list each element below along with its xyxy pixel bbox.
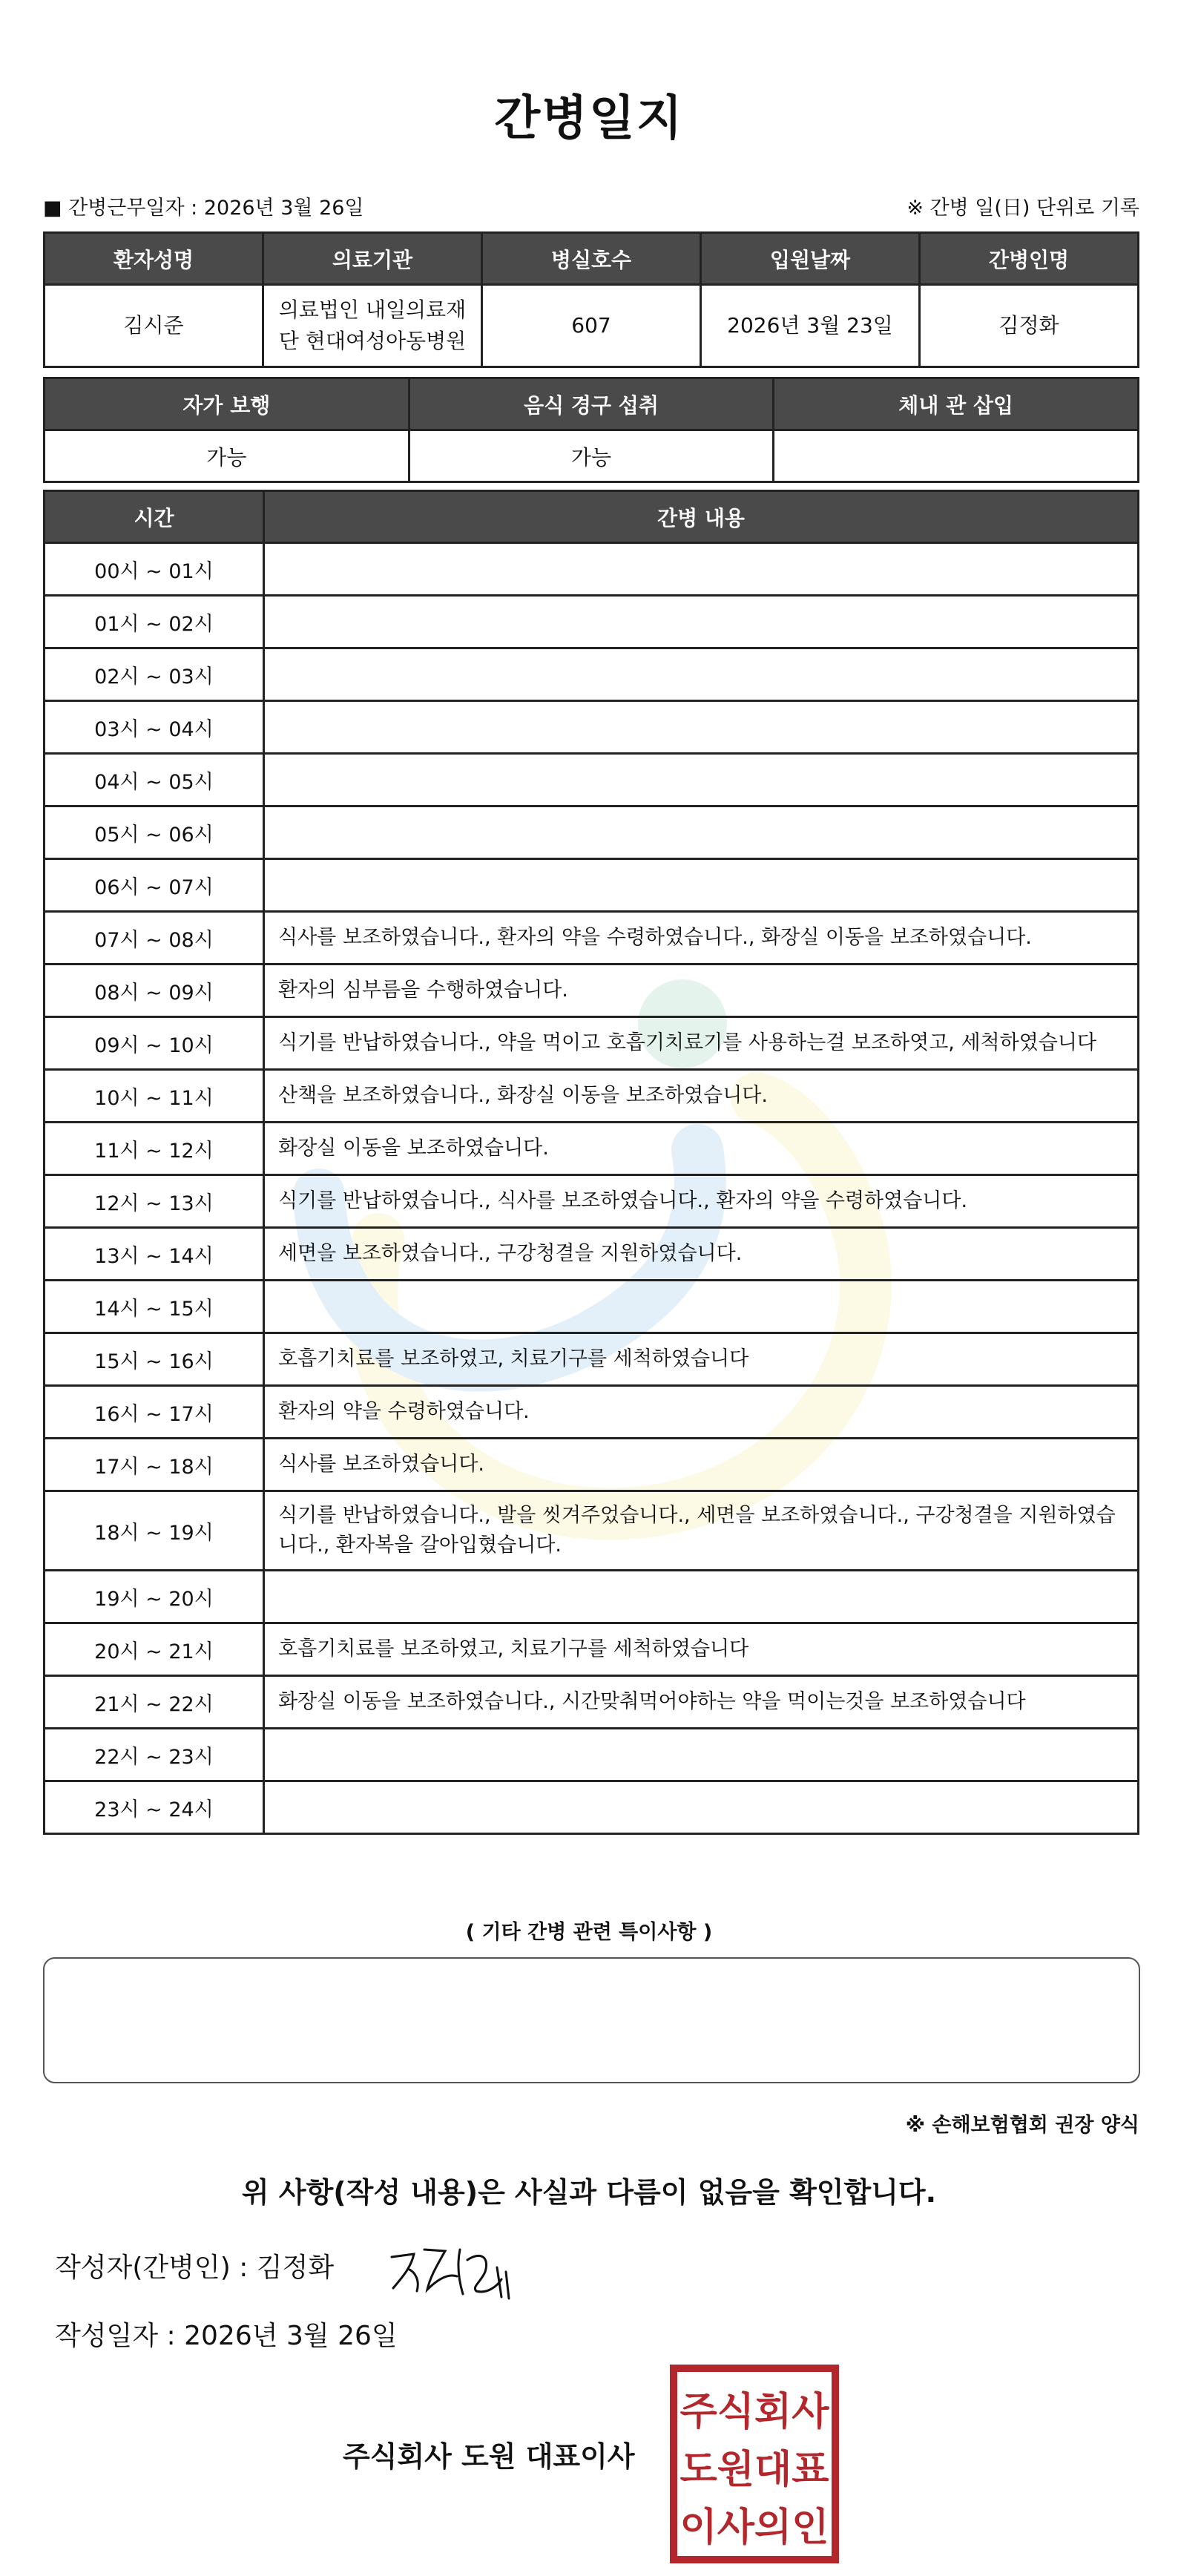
log-content: 식기를 반납하였습니다., 발을 씻겨주었습니다., 세면을 보조하였습니다., 구강청결을 지원하였습니다., 환자복을 갈아입혔습니다. <box>264 1491 1139 1571</box>
log-time: 21시 ~ 22시 <box>45 1676 264 1729</box>
log-row <box>45 1729 1139 1781</box>
log-time: 06시 ~ 07시 <box>45 859 264 912</box>
log-content: 화장실 이동을 보조하였습니다. <box>264 1123 1139 1175</box>
log-row <box>45 648 1139 701</box>
header-care-content: 간병 내용 <box>264 491 1139 543</box>
source-note: ※ 손해보험협회 권장 양식 <box>905 2114 1139 2137</box>
log-content: 식기를 반납하였습니다., 식사를 보조하였습니다., 환자의 약을 수령하였습니다. <box>264 1175 1139 1228</box>
log-row <box>45 1386 1139 1439</box>
institution-line-2: 단 현대여성아동병원 <box>278 329 467 353</box>
log-content <box>264 806 1139 859</box>
seal-line-3: 이사의인 <box>680 2506 829 2550</box>
institution-line-1: 의료법인 내일의료재 <box>278 298 467 322</box>
log-content <box>264 648 1139 701</box>
log-row <box>45 1123 1139 1175</box>
log-content: 환자의 약을 수령하였습니다. <box>264 1386 1139 1439</box>
log-time: 14시 ~ 15시 <box>45 1281 264 1333</box>
log-time: 13시 ~ 14시 <box>45 1228 264 1281</box>
institution <box>263 285 482 367</box>
room-number: 607 <box>482 285 701 367</box>
patient-info-table <box>43 231 1139 368</box>
log-time: 03시 ~ 04시 <box>45 701 264 754</box>
header-patient-name: 환자성명 <box>45 233 263 285</box>
log-content <box>264 754 1139 806</box>
log-content: 식사를 보조하였습니다. <box>264 1439 1139 1491</box>
remarks-box <box>43 1957 1140 2083</box>
log-row <box>45 1491 1139 1571</box>
log-time: 11시 ~ 12시 <box>45 1123 264 1175</box>
document-title: 간병일지 <box>494 91 684 146</box>
log-row <box>45 1439 1139 1491</box>
log-time: 04시 ~ 05시 <box>45 754 264 806</box>
work-date: ■ 간병근무일자 : 2026년 3월 26일 <box>43 197 364 220</box>
patient-name: 김시준 <box>45 285 263 367</box>
log-time: 10시 ~ 11시 <box>45 1070 264 1123</box>
header-institution: 의료기관 <box>263 233 482 285</box>
oral-intake-status: 가능 <box>409 430 774 482</box>
log-content: 화장실 이동을 보조하였습니다., 시간맞춰먹어야하는 약을 먹이는것을 보조하였습니다 <box>264 1676 1139 1729</box>
log-time: 07시 ~ 08시 <box>45 912 264 965</box>
log-row <box>45 1781 1139 1834</box>
writer-line: 작성자(간병인) : 김정화 <box>55 2253 335 2283</box>
log-content: 산책을 보조하였습니다., 화장실 이동을 보조하였습니다. <box>264 1070 1139 1123</box>
log-row <box>45 1228 1139 1281</box>
log-time: 00시 ~ 01시 <box>45 543 264 596</box>
log-content <box>264 543 1139 596</box>
log-time: 15시 ~ 16시 <box>45 1333 264 1386</box>
log-content <box>264 1781 1139 1834</box>
remarks-title: ( 기타 간병 관련 특이사항 ) <box>465 1921 713 1944</box>
log-time: 05시 ~ 06시 <box>45 806 264 859</box>
caregiver-name: 김정화 <box>920 285 1139 367</box>
meta-row <box>43 191 1139 221</box>
log-row <box>45 1175 1139 1228</box>
log-content <box>264 701 1139 754</box>
tube-status <box>774 430 1139 482</box>
handwritten-signature <box>386 2235 519 2301</box>
log-content: 식사를 보조하였습니다., 환자의 약을 수령하였습니다., 화장실 이동을 보조하였습니다. <box>264 912 1139 965</box>
header-walking: 자가 보행 <box>45 378 409 430</box>
log-time: 09시 ~ 10시 <box>45 1017 264 1070</box>
company-representative: 주식회사 도원 대표이사 <box>343 2440 635 2473</box>
admission-date: 2026년 3월 23일 <box>701 285 920 367</box>
log-content <box>264 1729 1139 1781</box>
log-row <box>45 1676 1139 1729</box>
log-time: 17시 ~ 18시 <box>45 1439 264 1491</box>
log-row <box>45 596 1139 648</box>
care-log-table <box>43 490 1139 1835</box>
log-time: 23시 ~ 24시 <box>45 1781 264 1834</box>
log-content <box>264 859 1139 912</box>
header-room: 병실호수 <box>482 233 701 285</box>
log-content: 식기를 반납하였습니다., 약을 먹이고 호흡기치료기를 사용하는걸 보조하엿고, 세척하였습니다 <box>264 1017 1139 1070</box>
log-row <box>45 912 1139 965</box>
patient-status-table <box>43 377 1139 483</box>
log-content: 세면을 보조하였습니다., 구강청결을 지원하였습니다. <box>264 1228 1139 1281</box>
log-time: 16시 ~ 17시 <box>45 1386 264 1439</box>
log-row <box>45 701 1139 754</box>
log-time: 19시 ~ 20시 <box>45 1571 264 1623</box>
log-content: 환자의 심부름을 수행하였습니다. <box>264 965 1139 1017</box>
log-content <box>264 1571 1139 1623</box>
log-row <box>45 1281 1139 1333</box>
log-row <box>45 1017 1139 1070</box>
log-content <box>264 1281 1139 1333</box>
seal-line-1: 주식회사 <box>680 2390 829 2434</box>
log-time: 08시 ~ 09시 <box>45 965 264 1017</box>
walking-status: 가능 <box>45 430 409 482</box>
log-content <box>264 596 1139 648</box>
log-time: 22시 ~ 23시 <box>45 1729 264 1781</box>
header-tube: 체내 관 삽입 <box>774 378 1139 430</box>
header-caregiver: 간병인명 <box>920 233 1139 285</box>
header-oral-intake: 음식 경구 섭취 <box>409 378 774 430</box>
log-content: 호흡기치료를 보조하였고, 치료기구를 세척하였습니다 <box>264 1623 1139 1676</box>
log-time: 02시 ~ 03시 <box>45 648 264 701</box>
header-time: 시간 <box>45 491 264 543</box>
log-time: 18시 ~ 19시 <box>45 1491 264 1571</box>
unit-note: ※ 간병 일(日) 단위로 기록 <box>906 197 1139 220</box>
log-time: 20시 ~ 21시 <box>45 1623 264 1676</box>
log-content: 호흡기치료를 보조하였고, 치료기구를 세척하였습니다 <box>264 1333 1139 1386</box>
log-row <box>45 543 1139 596</box>
company-seal-stamp <box>669 2364 840 2564</box>
log-row <box>45 1623 1139 1676</box>
log-row <box>45 754 1139 806</box>
log-row <box>45 1070 1139 1123</box>
log-row <box>45 859 1139 912</box>
header-admission-date: 입원날짜 <box>701 233 920 285</box>
log-row <box>45 1333 1139 1386</box>
log-time: 12시 ~ 13시 <box>45 1175 264 1228</box>
log-row <box>45 1571 1139 1623</box>
confirmation-statement: 위 사항(작성 내용)은 사실과 다름이 없음을 확인합니다. <box>241 2176 937 2209</box>
log-row <box>45 965 1139 1017</box>
log-time: 01시 ~ 02시 <box>45 596 264 648</box>
log-row <box>45 806 1139 859</box>
seal-line-2: 도원대표 <box>680 2448 829 2492</box>
date-line: 작성일자 : 2026년 3월 26일 <box>55 2321 398 2351</box>
